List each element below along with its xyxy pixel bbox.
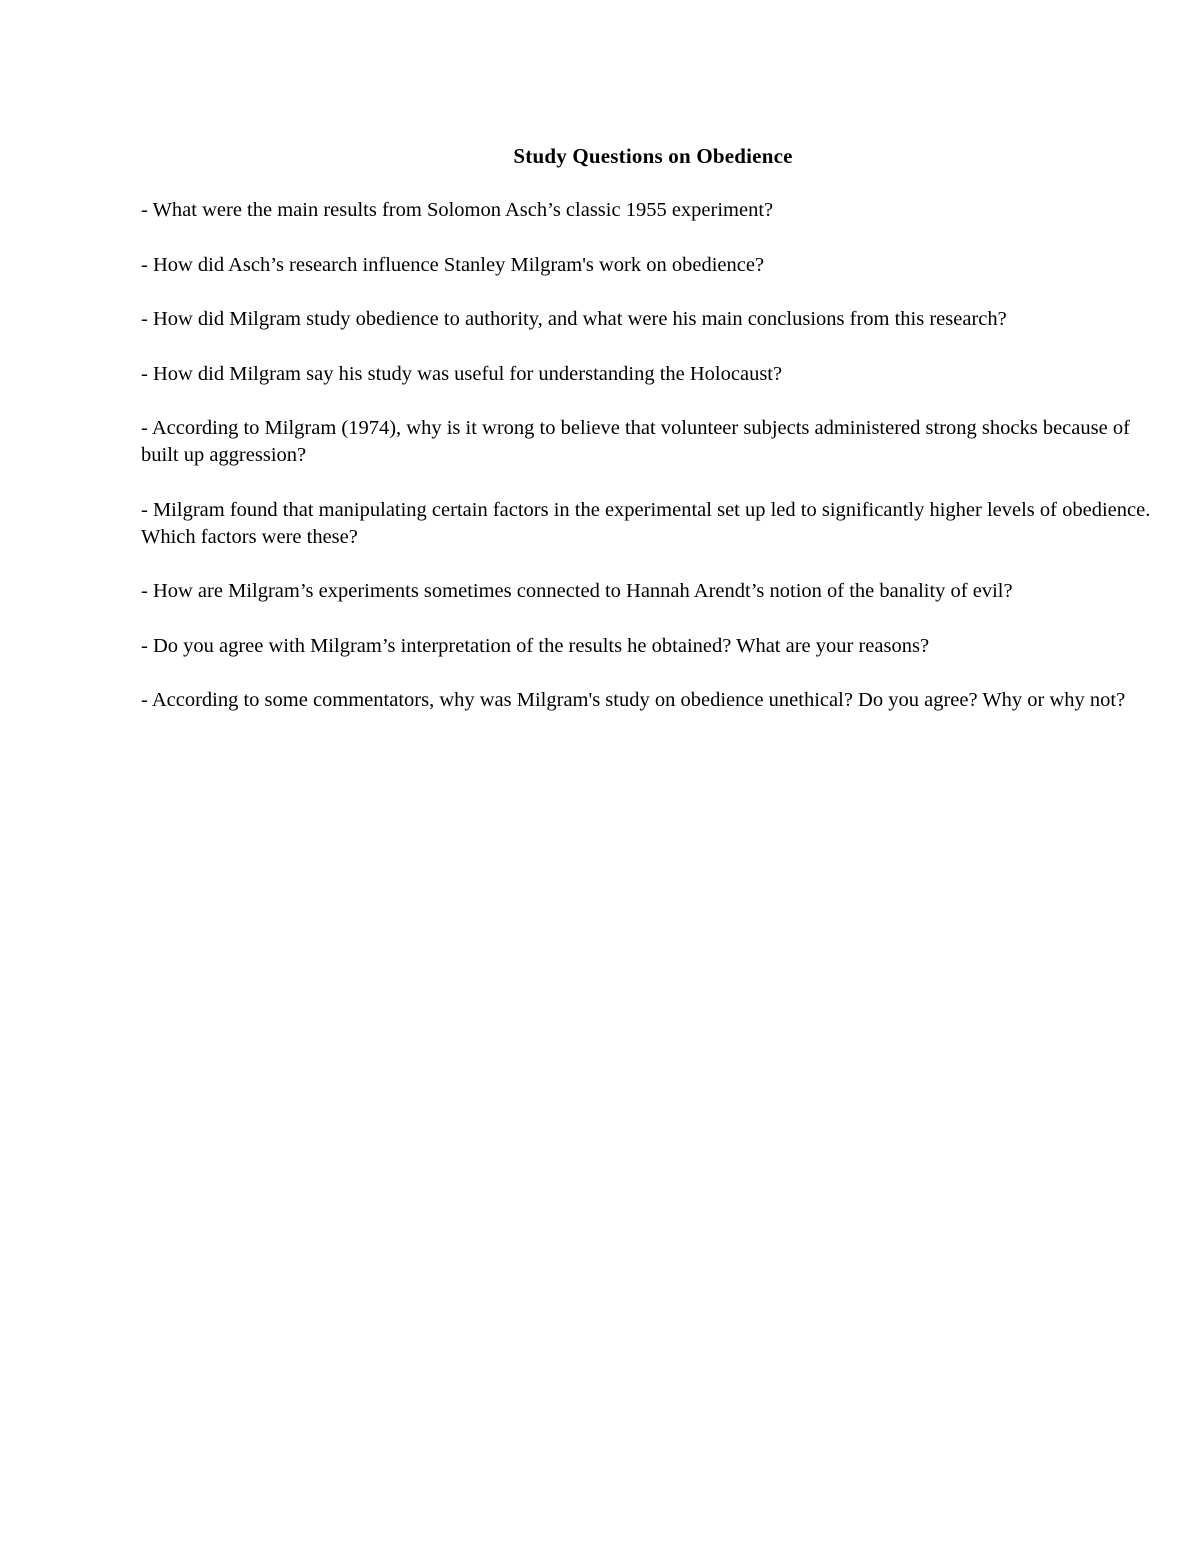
question-item-6: - Milgram found that manipulating certain factors in the experimental set up led to significantly higher levels of obedience. Which factors were these? bbox=[141, 498, 1151, 548]
question-item-3: - How did Milgram study obedience to authority, and what were his main conclusions from this research? bbox=[141, 308, 1007, 330]
question-item-9: - According to some commentators, why was Milgram's study on obedience unethical? Do you agree? Why or why not? bbox=[141, 689, 1126, 711]
question-list bbox=[141, 197, 1161, 742]
page-title: Study Questions on Obedience bbox=[513, 144, 793, 168]
question-item-4: - How did Milgram say his study was useful for understanding the Holocaust? bbox=[141, 362, 783, 385]
question-item-8: - Do you agree with Milgram’s interpretation of the results he obtained? What are your reasons? bbox=[141, 634, 930, 657]
question-item-5: - According to Milgram (1974), why is it wrong to believe that volunteer subjects administered strong shocks because of built up aggression? bbox=[141, 417, 1130, 466]
question-item-7: - How are Milgram’s experiments sometimes connected to Hannah Arendt’s notion of the banality of evil? bbox=[141, 580, 1013, 602]
question-item-1: - What were the main results from Solomon Asch’s classic 1955 experiment? bbox=[141, 199, 774, 221]
question-item-2: - How did Asch’s research influence Stanley Milgram's work on obedience? bbox=[141, 253, 765, 276]
